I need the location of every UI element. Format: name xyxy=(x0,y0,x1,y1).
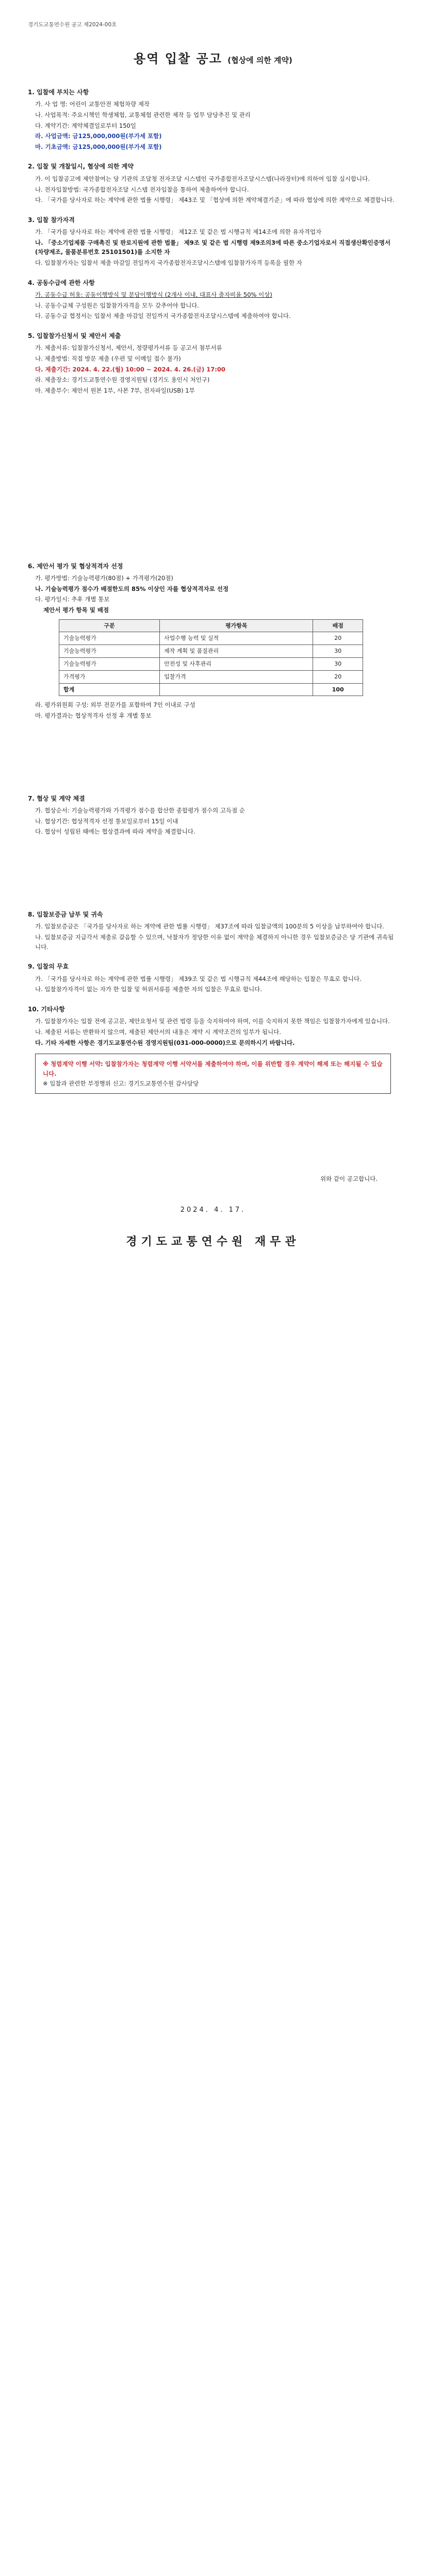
notice-line: ※ 입찰과 관련한 부정행위 신고: 경기도교통연수원 감사담당 xyxy=(43,1079,199,1087)
section-1 xyxy=(28,88,398,152)
section-8 xyxy=(28,910,398,952)
section-line: 나. 기술능력평가 점수가 배점한도의 85% 이상인 자를 협상적격자로 선정 xyxy=(35,585,228,592)
notice-box xyxy=(35,1054,391,1094)
table-cell: 합계 xyxy=(59,683,160,696)
section-5 xyxy=(28,331,398,396)
section-4 xyxy=(28,278,398,321)
section-line: 다. 제출기간: 2024. 4. 22.(월) 10:00 ~ 2024. 4. 26.(금) 17:00 xyxy=(35,365,225,373)
section-line: 마. 기초금액: 금125,000,000원(부가세 포함) xyxy=(35,143,162,150)
section-line: 나. 사업목적: 주요시책인 학생체험, 교통체험 관련한 제작 등 업무 담당추진 및 관리 xyxy=(35,111,251,118)
section-heading: 5. 입찰참가신청서 및 제안서 제출 xyxy=(28,332,121,340)
notice-line: ※ 청렴계약 이행 서약: 입찰참가자는 청렴계약 이행 서약서를 제출하여야 하며, 이를 위반할 경우 계약이 해제 또는 해지될 수 있습니다. xyxy=(43,1060,383,1077)
section-line: 다. 「국가를 당사자로 하는 계약에 관한 법률 시행령」 제43조 및 「협상에 의한 계약체결기준」에 따라 협상에 의한 계약으로 체결합니다. xyxy=(35,196,395,204)
table-cell: 20 xyxy=(313,632,363,645)
section-line: 가. 공동수급 허용: 공동이행방식 및 분담이행방식 (2개사 이내, 대표사 출자비율 50% 이상) xyxy=(35,291,272,299)
section-line: 나. 「중소기업제품 구매촉진 및 판로지원에 관한 법률」 제9조 및 같은 법 시행령 제9조의3에 따른 중소기업자로서 직접생산확인증명서(차량제조, 물품분류번호 25101501)를 소지한 자 xyxy=(35,239,391,256)
section-heading: 2. 입찰 및 개찰일시, 협상에 의한 계약 xyxy=(28,163,134,171)
section-line: 나. 입찰참가자격이 없는 자가 한 입찰 및 허위서류를 제출한 자의 입찰은 무효로 합니다. xyxy=(35,986,262,993)
spacer xyxy=(28,838,398,900)
section-line: 다. 공동수급 협정서는 입찰서 제출 마감일 전일까지 국가종합전자조달시스템에 제출하여야 합니다. xyxy=(35,312,291,320)
section-line: 가. 협상순서: 기술능력평가와 가격평가 점수를 합산한 종합평가 점수의 고득점 순 xyxy=(35,807,245,815)
section-heading: 1. 입찰에 부치는 사항 xyxy=(28,88,89,96)
spacer xyxy=(28,397,398,551)
table-cell: 기술능력평가 xyxy=(59,657,160,670)
section-heading: 8. 입찰보증금 납부 및 귀속 xyxy=(28,910,103,918)
table-cell: 30 xyxy=(313,645,363,658)
table-row xyxy=(59,645,363,658)
section-line: 나. 공동수급체 구성원은 입찰참가자격을 모두 갖추어야 합니다. xyxy=(35,301,200,309)
announcement-page xyxy=(0,0,426,1287)
evaluation-table xyxy=(59,619,363,697)
section-line: 라. 사업금액: 금125,000,000원(부가세 포함) xyxy=(35,132,162,140)
section-line: 다. 평가일시: 추후 개별 통보 xyxy=(35,596,110,603)
section-7 xyxy=(28,794,398,837)
closing-line: 위와 같이 공고합니다. xyxy=(320,1175,378,1183)
section-heading: 4. 공동수급에 관한 사항 xyxy=(28,279,95,286)
section-line: 라. 제출장소: 경기도교통연수원 경영지원팀 (경기도 용인시 처인구) xyxy=(35,376,210,384)
table-header: 배점 xyxy=(313,619,363,632)
section-line: 나. 입찰보증금 지급각서 제출로 갈음할 수 있으며, 낙찰자가 정당한 이유 없이 계약을 체결하지 아니한 경우 입찰보증금은 당 기관에 귀속됩니다. xyxy=(35,934,394,951)
table-cell: 안전성 및 사후관리 xyxy=(160,657,313,670)
title-main: 용역 입찰 공고 xyxy=(134,52,222,66)
section-line: 가. 평가방법: 기술능력평가(80점) + 가격평가(20점) xyxy=(35,574,173,582)
section-10 xyxy=(28,1005,398,1047)
table-caption: 제안서 평가 항목 및 배점 xyxy=(43,606,109,614)
section-3 xyxy=(28,215,398,268)
table-header: 구분 xyxy=(59,619,160,632)
section-line: 가. 「국가를 당사자로 하는 계약에 관한 법률 시행령」 제39조 및 같은 법 시행규칙 제44조에 해당하는 입찰은 무효로 합니다. xyxy=(35,975,362,982)
section-line: 가. 입찰보증금은 「국가를 당사자로 하는 계약에 관한 법률 시행령」 제37조에 따라 입찰금액의 100분의 5 이상을 납부하여야 합니다. xyxy=(35,923,385,930)
section-line: 나. 제출된 서류는 반환하지 않으며, 제출된 제안서의 내용은 계약 시 계약조건의 일부가 됩니다. xyxy=(35,1028,281,1036)
section-line: 가. 「국가를 당사자로 하는 계약에 관한 법률 시행령」 제12조 및 같은 법 시행규칙 제14조에 의한 유자격업자 xyxy=(35,228,322,236)
page-title xyxy=(28,49,398,69)
section-line: 가. 이 입찰공고에 제안참여는 당 기관의 조달청 전자조달 시스템인 국가종합전자조달시스템(나라장터)에 의하여 입찰 실시합니다. xyxy=(35,175,370,182)
table-row xyxy=(59,657,363,670)
table-header-row xyxy=(59,619,363,632)
table-header: 평가항목 xyxy=(160,619,313,632)
table-cell: 기술능력평가 xyxy=(59,632,160,645)
section-line: 나. 제출방법: 직접 방문 제출 (우편 및 이메일 접수 불가) xyxy=(35,355,181,363)
section-line: 마. 제출부수: 제안서 원본 1부, 사본 7부, 전자파일(USB) 1부 xyxy=(35,386,195,394)
section-line: 가. 사 업 명: 어린이 교통안전 체험차량 제작 xyxy=(35,100,150,108)
section-line: 라. 평가위원회 구성: 외부 전문가를 포함하여 7인 이내로 구성 xyxy=(35,701,195,709)
section-6 xyxy=(28,562,398,721)
table-row xyxy=(59,632,363,645)
section-heading: 9. 입찰의 무효 xyxy=(28,963,69,971)
table-cell: 제작 계획 및 품질관리 xyxy=(160,645,313,658)
section-9 xyxy=(28,962,398,994)
spacer xyxy=(28,1100,398,1162)
section-2 xyxy=(28,162,398,205)
table-cell: 20 xyxy=(313,670,363,683)
issuer-name: 경기도교통연수원 재무관 xyxy=(126,1235,300,1248)
spacer xyxy=(28,722,398,784)
section-line: 가. 입찰참가자는 입찰 전에 공고문, 제안요청서 및 관련 법령 등을 숙지하여야 하며, 이를 숙지하지 못한 책임은 입찰참가자에게 있습니다. xyxy=(35,1018,390,1025)
announcement-date: 2024. 4. 17. xyxy=(180,1206,246,1214)
table-row xyxy=(59,670,363,683)
table-cell: 기술능력평가 xyxy=(59,645,160,658)
section-line: 마. 평가결과는 협상적격자 선정 후 개별 통보 xyxy=(35,712,152,719)
table-cell: 입찰가격 xyxy=(160,670,313,683)
section-line: 다. 계약기간: 계약체결일로부터 150일 xyxy=(35,122,136,129)
section-line: 나. 협상기간: 협상적격자 선정 통보일로부터 15일 이내 xyxy=(35,817,178,825)
section-heading: 10. 기타사항 xyxy=(28,1005,65,1013)
table-cell: 사업수행 능력 및 실적 xyxy=(160,632,313,645)
section-line: 가. 제출서류: 입찰참가신청서, 제안서, 정량평가서류 등 공고서 첨부서류 xyxy=(35,344,222,352)
title-sub: (협상에 의한 계약) xyxy=(227,56,292,65)
document-number: 경기도교통연수원 공고 제2024-00호 xyxy=(28,22,117,28)
table-row xyxy=(59,683,363,696)
table-cell: 가격평가 xyxy=(59,670,160,683)
section-line: 다. 기타 자세한 사항은 경기도교통연수원 경영지원팀(031-000-0000)으로 문의하시기 바랍니다. xyxy=(35,1039,295,1046)
table-cell xyxy=(160,683,313,696)
section-heading: 6. 제안서 평가 및 협상적격자 선정 xyxy=(28,562,123,570)
section-line: 나. 전자입찰방법: 국가종합전자조달 시스템 전자입찰을 통하여 제출하여야 합니다. xyxy=(35,185,249,193)
table-cell: 100 xyxy=(313,683,363,696)
section-heading: 3. 입찰 참가자격 xyxy=(28,216,75,224)
section-heading: 7. 협상 및 계약 체결 xyxy=(28,794,85,802)
table-cell: 30 xyxy=(313,657,363,670)
section-line: 다. 협상이 성립된 때에는 협상결과에 따라 계약을 체결합니다. xyxy=(35,828,195,836)
section-line: 다. 입찰참가자는 입찰서 제출 마감일 전일까지 국가종합전자조달시스템에 입찰참가자격 등록을 필한 자 xyxy=(35,259,302,267)
